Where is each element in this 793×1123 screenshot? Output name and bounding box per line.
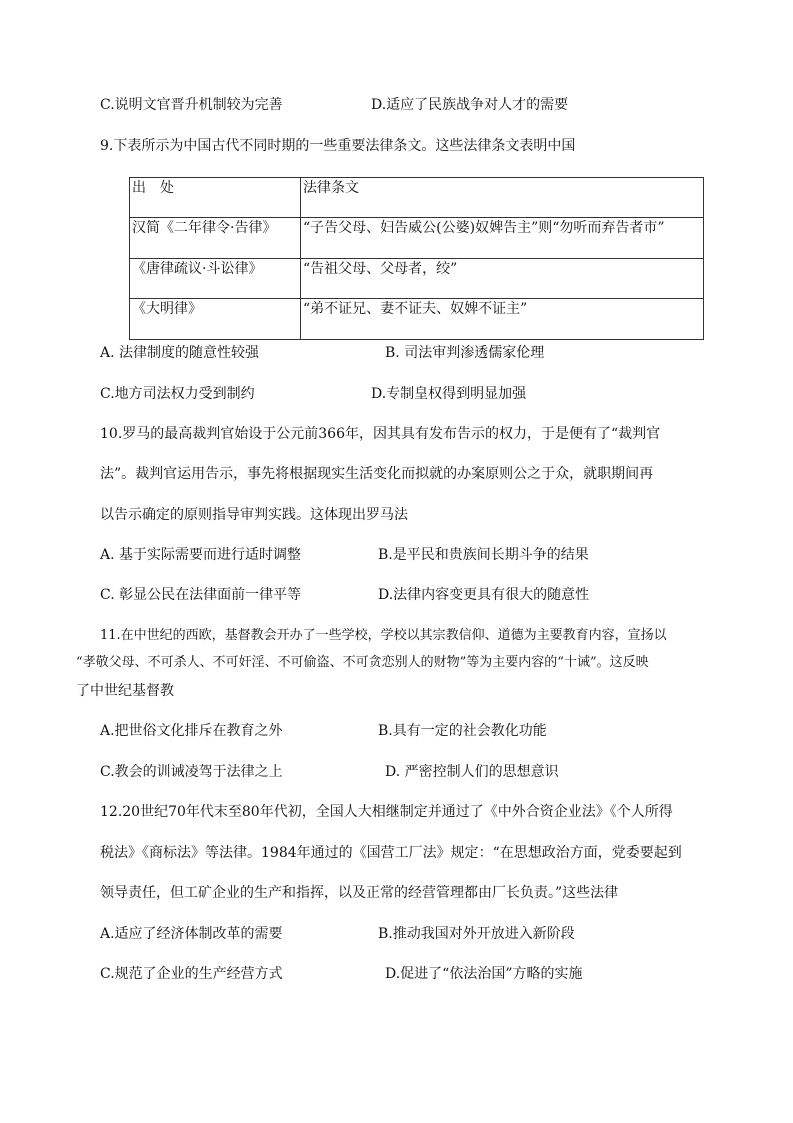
- table-header-row: [130, 178, 704, 218]
- q8-option-c: C.说明文官晋升机制较为完善: [100, 97, 283, 113]
- table-header-source: 出 处: [130, 178, 301, 218]
- q10-stem-line-3: 以告示确定的原则指导审判实践。这体现出罗马法: [100, 507, 408, 523]
- table-cell-source: 汉简《二年律令·告律》: [130, 218, 301, 259]
- q12-option-a: A.适应了经济体制改革的需要: [100, 926, 283, 942]
- table-row: [130, 299, 704, 340]
- table-cell-source: 《大明律》: [130, 299, 301, 340]
- q9-option-a: A. 法律制度的随意性较强: [100, 345, 260, 361]
- q9-option-c: C.地方司法权力受到制约: [100, 386, 255, 402]
- table-header-text: 法律条文: [301, 178, 704, 218]
- q10-option-a: A. 基于实际需要而进行适时调整: [100, 547, 302, 563]
- table-cell-text: “子告父母、妇告威公(公婆)奴婢告主”则“勿听而弃告者市”: [301, 218, 704, 259]
- q11-stem-line-1: 11.在中世纪的西欧，基督教会开办了一些学校，学校以其宗教信仰、道德为主要教育内容，宣扬以: [100, 628, 667, 643]
- q8-option-d: D.适应了民族战争对人才的需要: [371, 97, 569, 113]
- q10-stem-line-2: 法”。裁判官运用告示，事先将根据现实生活变化而拟就的办案原则公之于众，就职期间再: [100, 466, 654, 482]
- q12-stem-line-3: 领导责任，但工矿企业的生产和指挥，以及正常的经营管理都由厂长负责。”这些法律: [100, 885, 619, 901]
- q12-stem-line-2: 税法》《商标法》等法律。1984年通过的《国营工厂法》规定：“在思想政治方面，党委要起到: [100, 845, 682, 861]
- table-cell-text: “弟不证兄、妻不证夫、奴婢不证主”: [301, 299, 704, 340]
- q10-option-d: D.法律内容变更具有很大的随意性: [378, 587, 590, 603]
- table-cell-text: “告祖父母、父母者，绞”: [301, 259, 704, 299]
- table-row: [130, 259, 704, 299]
- q9-stem: 9.下表所示为中国古代不同时期的一些重要法律条文。这些法律条文表明中国: [100, 138, 576, 154]
- q10-option-b: B.是平民和贵族间长期斗争的结果: [378, 547, 589, 563]
- q10-option-c: C. 彰显公民在法律面前一律平等: [100, 587, 302, 603]
- q9-option-b: B. 司法审判渗透儒家伦理: [385, 345, 545, 361]
- q11-stem-line-2: “孝敬父母、不可杀人、不可奸淫、不可偷盗、不可贪恋别人的财物”等为主要内容的“十诫”。这反映: [76, 655, 649, 670]
- q12-option-b: B.推动我国对外开放进入新阶段: [378, 926, 575, 942]
- table-row: [130, 218, 704, 259]
- q12-option-c: C.规范了企业的生产经营方式: [100, 966, 283, 982]
- q10-stem-line-1: 10.罗马的最高裁判官始设于公元前366年，因其具有发布告示的权力，于是便有了“裁判官: [100, 426, 661, 442]
- q11-option-c: C.教会的训诫凌驾于法律之上: [100, 764, 283, 780]
- q12-option-d: D.促进了“依法治国”方略的实施: [385, 966, 583, 982]
- law-table: [129, 177, 704, 340]
- q11-stem-line-3: 了中世纪基督教: [76, 683, 174, 699]
- table-cell-source: 《唐律疏议·斗讼律》: [130, 259, 301, 299]
- q11-option-a: A.把世俗文化排斥在教育之外: [100, 723, 283, 739]
- q12-stem-line-1: 12.20世纪70年代末至80年代初，全国人大相继制定并通过了《中外合资企业法》《个人所得: [100, 804, 673, 820]
- q11-option-d: D. 严密控制人们的思想意识: [385, 764, 559, 780]
- q9-option-d: D.专制皇权得到明显加强: [371, 386, 527, 402]
- q11-option-b: B.具有一定的社会教化功能: [378, 723, 547, 739]
